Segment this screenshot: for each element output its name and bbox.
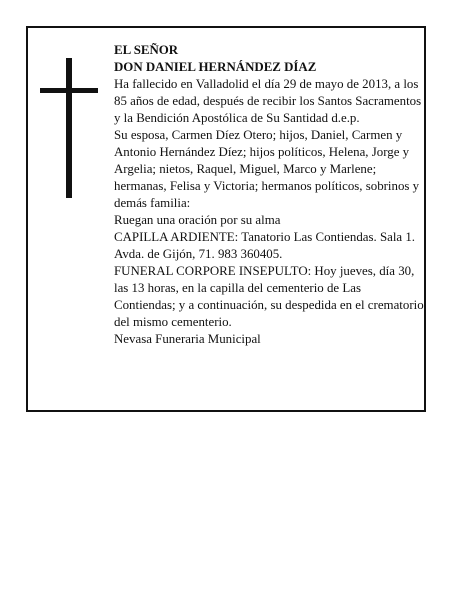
cross-vertical-bar [66, 58, 72, 198]
obituary-notice [26, 26, 426, 412]
prayer-request: Ruegan una oración por su alma [114, 213, 281, 227]
deceased-name: DON DANIEL HERNÁNDEZ DÍAZ [114, 60, 317, 74]
chapel-details: CAPILLA ARDIENTE: Tanatorio Las Contiendas. Sala 1. Avda. de Gijón, 71. 983 360405. [114, 230, 416, 261]
death-announcement: Ha fallecido en Valladolid el día 29 de mayo de 2013, a los 85 años de edad, después de recibir los Santos Sacramentos y la Bendición Apostólica de Su Santidad d.e.p. [114, 77, 422, 125]
cross-icon [40, 58, 98, 198]
notice-heading-title: EL SEÑOR [114, 43, 179, 57]
funeral-home: Nevasa Funeraria Municipal [114, 332, 261, 346]
cross-horizontal-bar [40, 88, 98, 93]
family-list: Su esposa, Carmen Díez Otero; hijos, Daniel, Carmen y Antonio Hernández Díez; hijos políticos, Helena, Jorge y Argelia; nietos, Raquel, Miguel, Marco y Marlene; hermanas, Felisa y Victoria; hermanos políticos, sobrinos y demás familia: [114, 128, 420, 210]
funeral-details: FUNERAL CORPORE INSEPULTO: Hoy jueves, día 30, las 13 horas, en la capilla del cementerio de Las Contiendas; y a continuación, su despedida en el crematorio del mismo cementerio. [114, 264, 424, 329]
notice-text [114, 42, 424, 348]
